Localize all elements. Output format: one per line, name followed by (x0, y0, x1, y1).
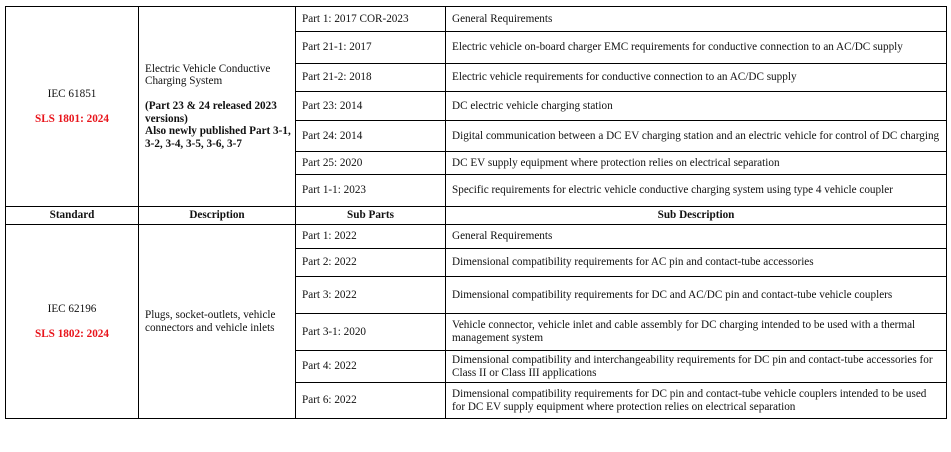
sub-description-cell: Vehicle connector, vehicle inlet and cable assembly for DC charging intended to be used with a thermal management system (446, 314, 947, 351)
standard-cell-iec-61851 (6, 7, 139, 207)
sls-code: SLS 1801: 2024 (35, 112, 109, 125)
sub-description-cell: DC EV supply equipment where protection relies on electrical separation (446, 152, 947, 175)
sub-part-cell: Part 1: 2017 COR-2023 (296, 7, 446, 32)
sub-part-cell: Part 3-1: 2020 (296, 314, 446, 351)
published-note: Also newly published Part 3-1, 3-2, 3-4, 3-5, 3-6, 3-7 (145, 125, 291, 150)
standard-id: IEC 62196 (47, 302, 97, 315)
column-header-standard: Standard (6, 207, 139, 225)
description-text: Electric Vehicle Conductive Charging System (145, 62, 271, 88)
sub-description-cell: General Requirements (446, 225, 947, 249)
sub-description-cell: Specific requirements for electric vehicle conductive charging system using type 4 vehicle coupler (446, 175, 947, 207)
standard-cell-iec-62196 (6, 225, 139, 419)
sub-description-cell: Digital communication between a DC EV charging station and an electric vehicle for control of DC charging (446, 121, 947, 152)
table-row (6, 7, 947, 32)
sub-part-cell: Part 1: 2022 (296, 225, 446, 249)
column-header-sub-description: Sub Description (446, 207, 947, 225)
release-note: (Part 23 & 24 released 2023 versions) (145, 99, 277, 125)
description-cell-iec-61851 (139, 7, 296, 207)
column-header-sub-parts: Sub Parts (296, 207, 446, 225)
sub-part-cell: Part 1-1: 2023 (296, 175, 446, 207)
sls-code: SLS 1802: 2024 (35, 327, 109, 340)
sub-part-cell: Part 21-1: 2017 (296, 32, 446, 64)
sub-description-cell: DC electric vehicle charging station (446, 92, 947, 121)
description-cell-iec-62196 (139, 225, 296, 419)
sub-part-cell: Part 23: 2014 (296, 92, 446, 121)
table-header-row (6, 207, 947, 225)
sub-description-cell: General Requirements (446, 7, 947, 32)
sub-description-cell: Electric vehicle requirements for conductive connection to an AC/DC supply (446, 64, 947, 92)
sub-description-cell: Electric vehicle on-board charger EMC requirements for conductive connection to an AC/DC supply (446, 32, 947, 64)
sub-description-cell: Dimensional compatibility requirements for AC pin and contact-tube accessories (446, 249, 947, 277)
sub-description-cell: Dimensional compatibility and interchangeability requirements for DC pin and contact-tube accessories for Class II or Class III applications (446, 351, 947, 383)
standards-table (5, 6, 947, 419)
sub-part-cell: Part 2: 2022 (296, 249, 446, 277)
table-row (6, 225, 947, 249)
sub-part-cell: Part 6: 2022 (296, 383, 446, 419)
description-text: Plugs, socket-outlets, vehicle connectors and vehicle inlets (145, 308, 276, 334)
sub-description-cell: Dimensional compatibility requirements for DC and AC/DC pin and contact-tube vehicle couplers (446, 277, 947, 314)
sub-part-cell: Part 25: 2020 (296, 152, 446, 175)
standard-id: IEC 61851 (47, 87, 97, 100)
sub-part-cell: Part 24: 2014 (296, 121, 446, 152)
sub-part-cell: Part 3: 2022 (296, 277, 446, 314)
sub-part-cell: Part 21-2: 2018 (296, 64, 446, 92)
sub-description-cell: Dimensional compatibility requirements for DC pin and contact-tube vehicle couplers intended to be used for DC EV supply equipment where protection relies on electrical separation (446, 383, 947, 419)
sub-part-cell: Part 4: 2022 (296, 351, 446, 383)
column-header-description: Description (139, 207, 296, 225)
